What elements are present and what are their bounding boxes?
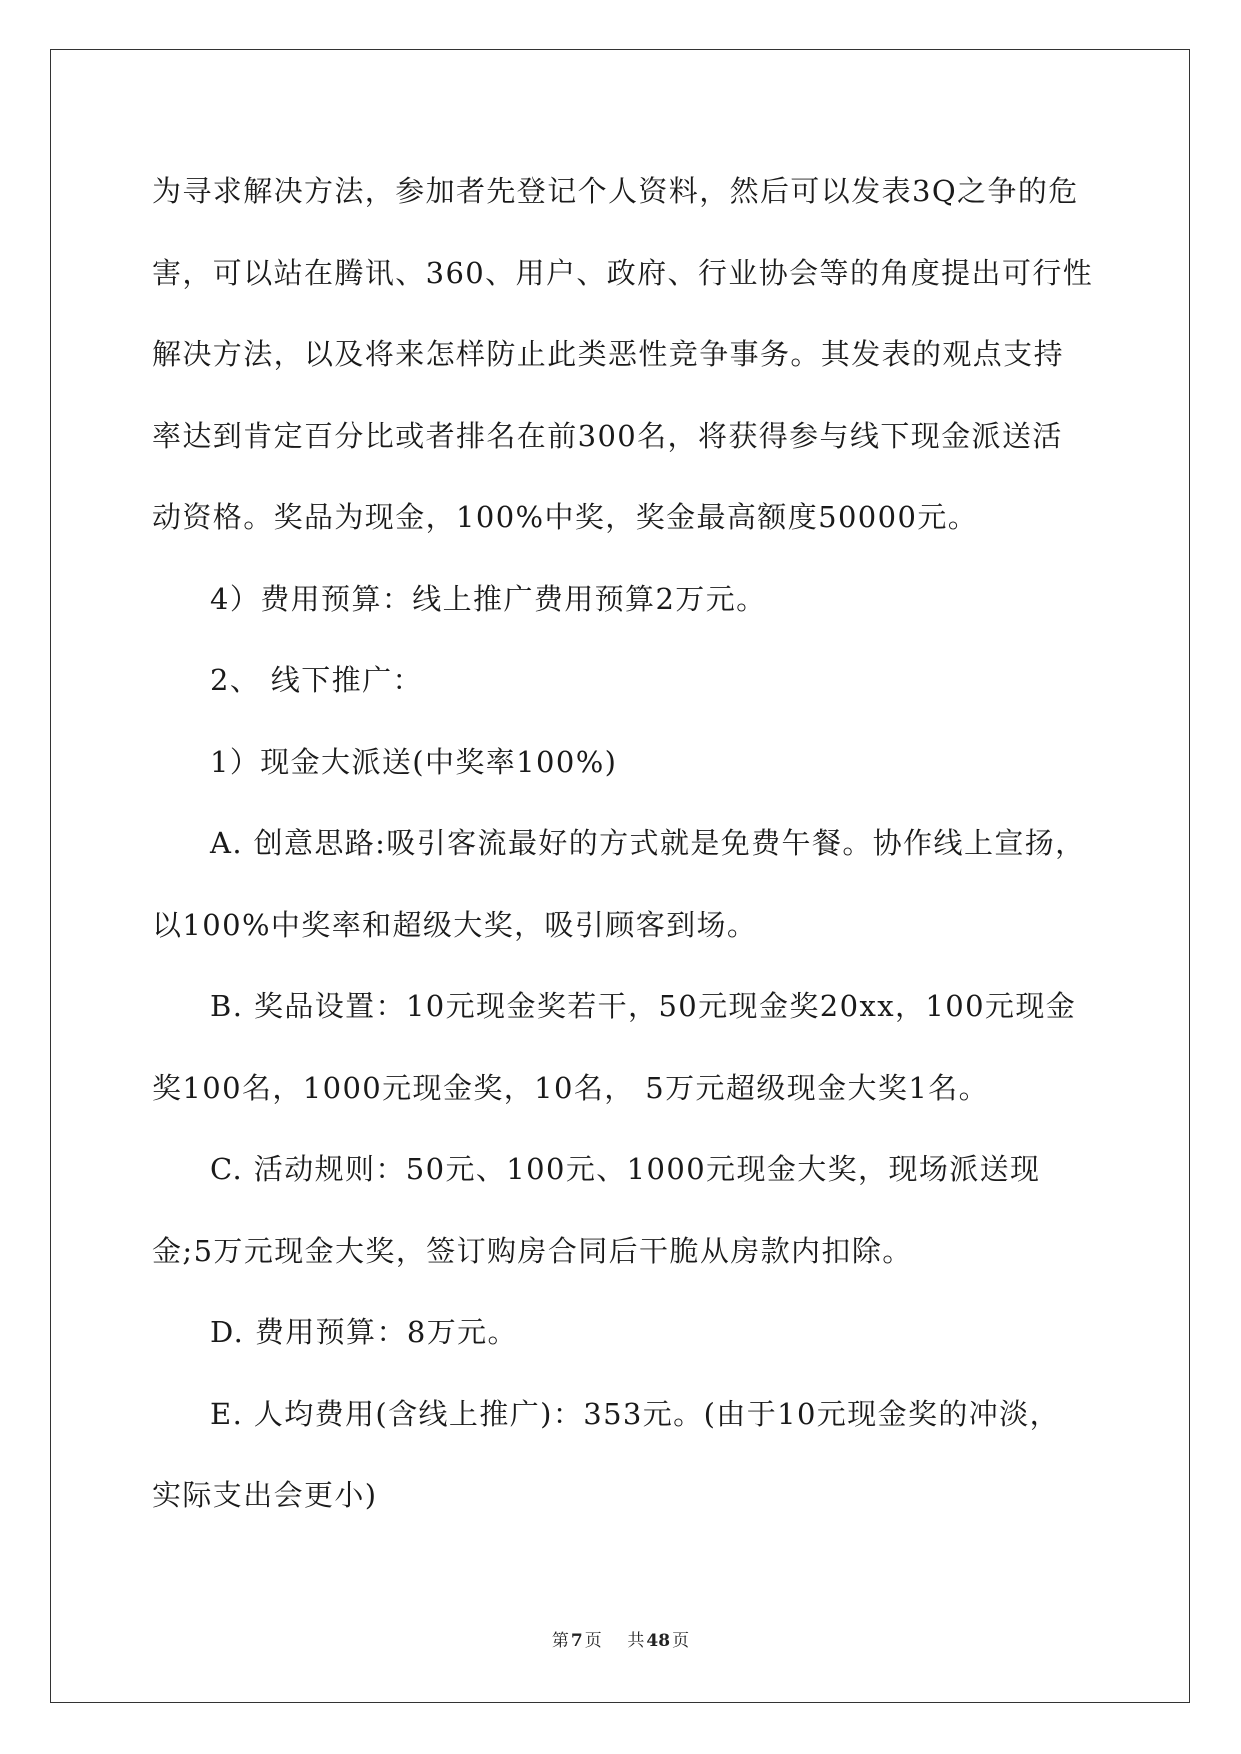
subsection-heading: 1）现金大派送(中奖率100%): [210, 744, 618, 779]
paragraph-line: 奖100名，1000元现金奖，10名， 5万元超级现金大奖1名。: [152, 1070, 989, 1105]
paragraph-line: 解决方法，以及将来怎样防止此类恶性竞争事务。其发表的观点支持: [152, 337, 1065, 371]
current-page-number: 7: [570, 1631, 583, 1651]
page-footer: [0, 1626, 1241, 1651]
paragraph-line: 实际支出会更小): [152, 1478, 378, 1512]
paragraph-line: 4）费用预算：线上推广费用预算2万元。: [210, 581, 767, 616]
paragraph-line: 金;5万元现金大奖，签订购房合同后干脆从房款内扣除。: [152, 1233, 913, 1268]
paragraph-line: 动资格。奖品为现金，100%中奖，奖金最高额度50000元。: [152, 500, 979, 534]
paragraph-line: C. 活动规则：50元、100元、1000元现金大奖，现场派送现: [210, 1152, 1041, 1186]
page-label-suffix: 页: [584, 1631, 602, 1651]
paragraph-line: E. 人均费用(含线上推广)：353元。(由于10元现金奖的冲淡，: [210, 1396, 1061, 1431]
paragraph-line: B. 奖品设置：10元现金奖若干，50元现金奖20xx，100元现金: [210, 989, 1077, 1023]
total-label-suffix: 页: [672, 1631, 690, 1651]
paragraph-line: 以100%中奖率和超级大奖，吸引顾客到场。: [152, 907, 758, 942]
paragraph-line: A. 创意思路:吸引客流最好的方式就是免费午餐。协作线上宣扬，: [210, 826, 1086, 860]
section-heading: 2、 线下推广：: [210, 663, 423, 697]
total-label-prefix: 共: [627, 1631, 645, 1651]
paragraph-line: 为寻求解决方法，参加者先登记个人资料，然后可以发表3Q之争的危: [152, 174, 1079, 208]
page-label-prefix: 第: [551, 1631, 569, 1651]
paragraph-line: D. 费用预算：8万元。: [210, 1315, 518, 1349]
total-pages-number: 48: [646, 1631, 671, 1651]
paragraph-line: 害，可以站在腾讯、360、用户、政府、行业协会等的角度提出可行性: [152, 255, 1094, 290]
document-body: [152, 163, 1094, 1549]
paragraph-line: 率达到肯定百分比或者排名在前300名，将获得参与线下现金派送活: [152, 418, 1063, 453]
